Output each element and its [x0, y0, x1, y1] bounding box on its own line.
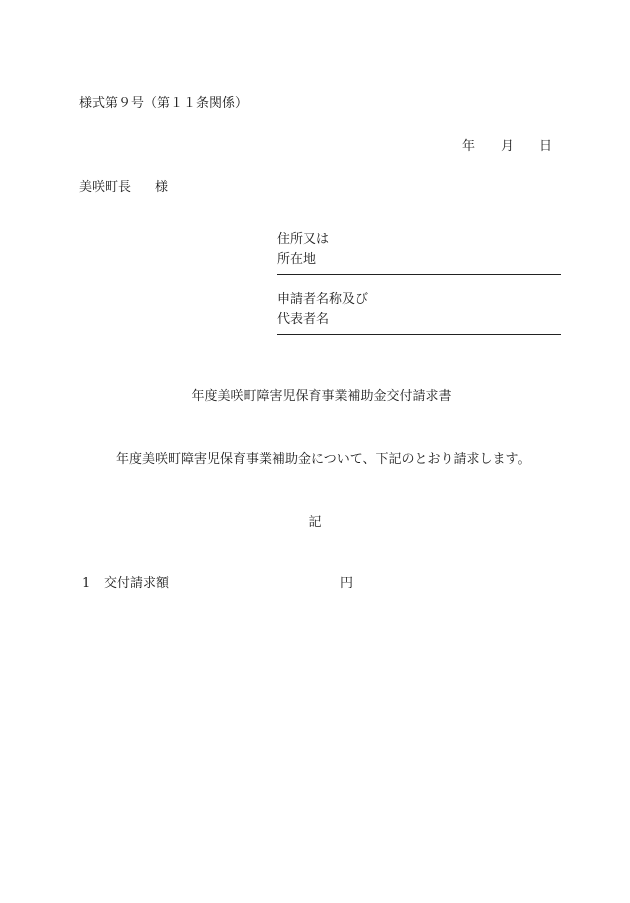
item-label: 交付請求額	[104, 576, 170, 591]
address-label-line2: 所在地	[277, 252, 317, 267]
ki-heading: 記	[308, 515, 322, 530]
date-year-label: 年	[462, 139, 476, 154]
applicant-block	[277, 230, 561, 335]
addressee-name: 美咲町長	[79, 180, 132, 195]
address-label-line1: 住所又は	[277, 232, 330, 247]
name-label-line1: 申請者名称及び	[277, 292, 369, 307]
document-title	[0, 390, 630, 403]
addressee-honorific: 様	[155, 180, 169, 195]
document-title-text: 年度美咲町障害児保育事業補助金交付請求書	[191, 389, 452, 404]
form-number: 様式第９号（第１１条関係）	[79, 96, 249, 111]
applicant-name-field[interactable]	[277, 290, 561, 335]
date-month-label: 月	[501, 139, 515, 154]
item-number: 1	[82, 576, 91, 591]
name-underline	[277, 334, 561, 335]
addressee	[79, 181, 168, 194]
body-text: 年度美咲町障害児保育事業補助金について、下記のとおり請求します。	[116, 452, 531, 467]
name-label-line2: 代表者名	[277, 312, 330, 327]
item-unit: 円	[340, 576, 354, 591]
address-underline	[277, 274, 561, 275]
address-field[interactable]	[277, 230, 561, 275]
date-day-label: 日	[539, 139, 553, 154]
